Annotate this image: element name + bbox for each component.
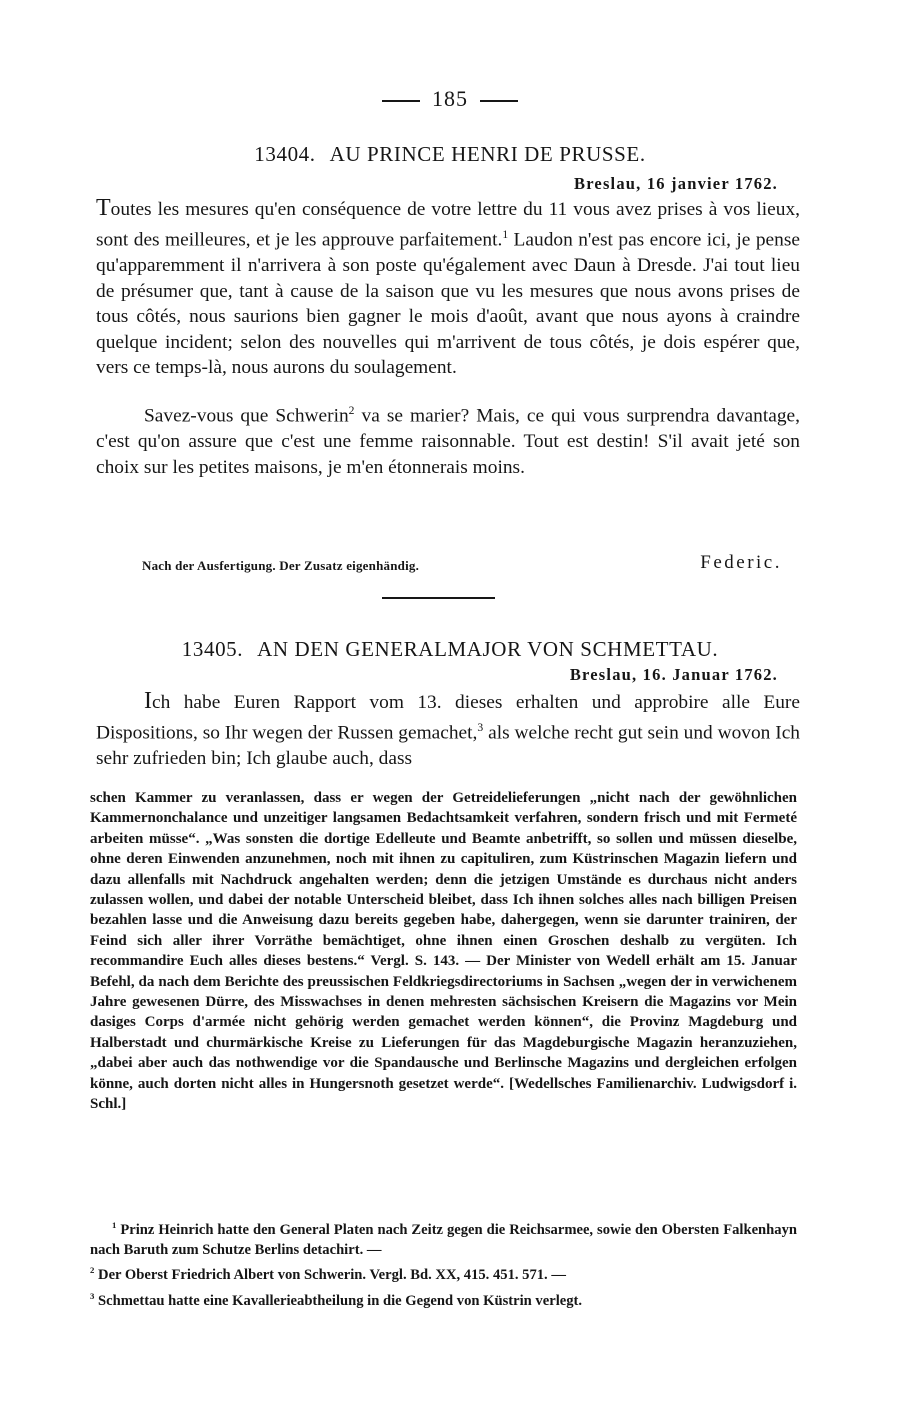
source-note: Nach der Ausfertigung. Der Zusatz eigenhändig.: [142, 558, 420, 573]
footnote-mark: 1: [502, 228, 509, 242]
page-number-dash-left: [382, 100, 420, 102]
letter1-heading: [0, 142, 900, 167]
continued-annotation: [90, 788, 797, 1115]
letter2-number: 13405.: [181, 637, 244, 661]
page-number-value: 185: [432, 86, 468, 111]
letter2-heading: [0, 637, 900, 662]
letter1-paragraph-1: Toutes les mesures qu'en conséquence de votre lettre du 11 vous avez prises à vos lieux, sont des meilleures, et je les approuve parfaitement.$^1$ Laudon n'est pas encore ici, je pense qu'apparemment il n'arrivera à son poste qu'également avec Daun à Dresde. J'ai tout lieu de présumer que, tant à cause de la saison que vu les mesures que nous avons prises de tous côtés, nous saurions bien gagner le mois d'août, avant que nous ayons à craindre quelque incident; selon des nouvelles qui m'arrivent de tous côtés, je dois espérer que, vers ce temps-là, nous aurons du soulagement.: [96, 195, 800, 378]
letter1-body: [96, 196, 800, 480]
page-number: [0, 86, 900, 112]
footnote-number: 1: [112, 1220, 117, 1230]
letter2-body: [96, 689, 800, 772]
footnote-mark: 3: [477, 721, 484, 735]
page-number-dash-right: [480, 100, 518, 102]
footnote-number: 3: [90, 1290, 95, 1301]
footnote-number: 2: [90, 1265, 95, 1276]
letter2-dateline: Breslau, 16. Januar 1762.: [569, 665, 778, 684]
annotation-text: schen Kammer zu veranlassen, dass er wegen der Getreidelieferungen „nicht nach der gewöhnlichen Kammernonchalance und unzeitiger langsamen Bedachtsamkeit verfahren, sondern frisch und mit Fermeté arbeiten müsse“. „Was sonsten die dortige Edelleute und Beamte anbetrifft, so sollen und müssen dieselbe, ohne deren Einwenden anzunehmen, noch mit ihnen zu capituliren, zum Küstrinschen Magazin liefern und dazu allenfalls mit Nachdruck angehalten werden; denn die jetzigen Umstände es durchaus nicht anders zulassen wollen, und dabei der notable Unterscheid bleibet, dass Ich ihnen solches alles nach billigen Preisen bezahlen lasse und die Anweisung dazu bereits gegeben habe, dahergegen, wenn sie darunter trainiren, der Feind sich aller ihrer Vorräthe bemächtiget, ohne ihnen einen Groschen deshalb zu vergüten. Ich recommandire Euch alles dieses bestens.“ Vergl. S. 143. — Der Minister von Wedell erhält am 15. Januar Befehl, da nach dem Berichte des preussischen Feldkriegsdirectoriums in Sachsen „wegen der in verwichenem Jahre gewesenen Dürre, des Misswachses in denen mehresten sächsischen Kreisern die Magazins vor Mein dasiges Corps d'armée nicht gehörig werden gemachet werden können“, die Provinz Magdeburg und Halberstadt und churmärkische Kreise zu Lieferungen für das Magdeburgische Magazin heranzuziehen, „dabei aber auch das nothwendige vor die Spandausche und Berlinsche Magazins und dergleichen erfolgen könne, auch dorten nicht alles in Hungersnoth gesetzet werde“. [Wedellsches Familienarchiv. Ludwigsdorf i. Schl.]: [90, 790, 797, 1113]
letter1-dateline: Breslau, 16 janvier 1762.: [573, 174, 778, 193]
letter2-title: AN DEN GENERALMAJOR VON SCHMETTAU.: [257, 637, 719, 661]
footnotes: [90, 1215, 797, 1311]
drop-initial: I: [144, 688, 152, 714]
separator-rule: [382, 597, 495, 599]
letter1-paragraph-2: Savez-vous que Schwerin$^2$ va se marier? Mais, ce qui vous surprendra davantage, c'est qu'on assure que c'est une femme raisonnable. Tout est destin! S'il avait jeté son choix sur les petites maisons, je m'en étonnerais moins.: [96, 404, 800, 478]
letter1-title: AU PRINCE HENRI DE PRUSSE.: [329, 142, 646, 166]
drop-initial: T: [96, 195, 111, 221]
footnote-2: $^2$ Der Oberst Friedrich Albert von Schwerin. Vergl. Bd. XX, 415. 451. 571. —: [90, 1265, 566, 1284]
footnote-1: $^1$ Prinz Heinrich hatte den General Platen nach Zeitz gegen die Reichsarmee, sowie den Obersten Falkenhayn nach Baruth zum Schutze Berlins detachirt. —: [90, 1220, 797, 1259]
letter2-paragraph-1: Ich habe Euren Rapport vom 13. dieses erhalten und approbire alle Eure Dispositions, so Ihr wegen der Russen gemachet,$^3$ als welche recht gut sein und wovon Ich sehr zufrieden bin; Ich glaube auch, dass: [96, 688, 801, 770]
footnote-3: $^3$ Schmettau hatte eine Kavallerieabtheilung in die Gegend von Küstrin verlegt.: [90, 1290, 583, 1309]
footnote-mark: 2: [348, 404, 355, 418]
signature: Federic.: [700, 552, 782, 573]
letter1-number: 13404.: [254, 142, 316, 166]
